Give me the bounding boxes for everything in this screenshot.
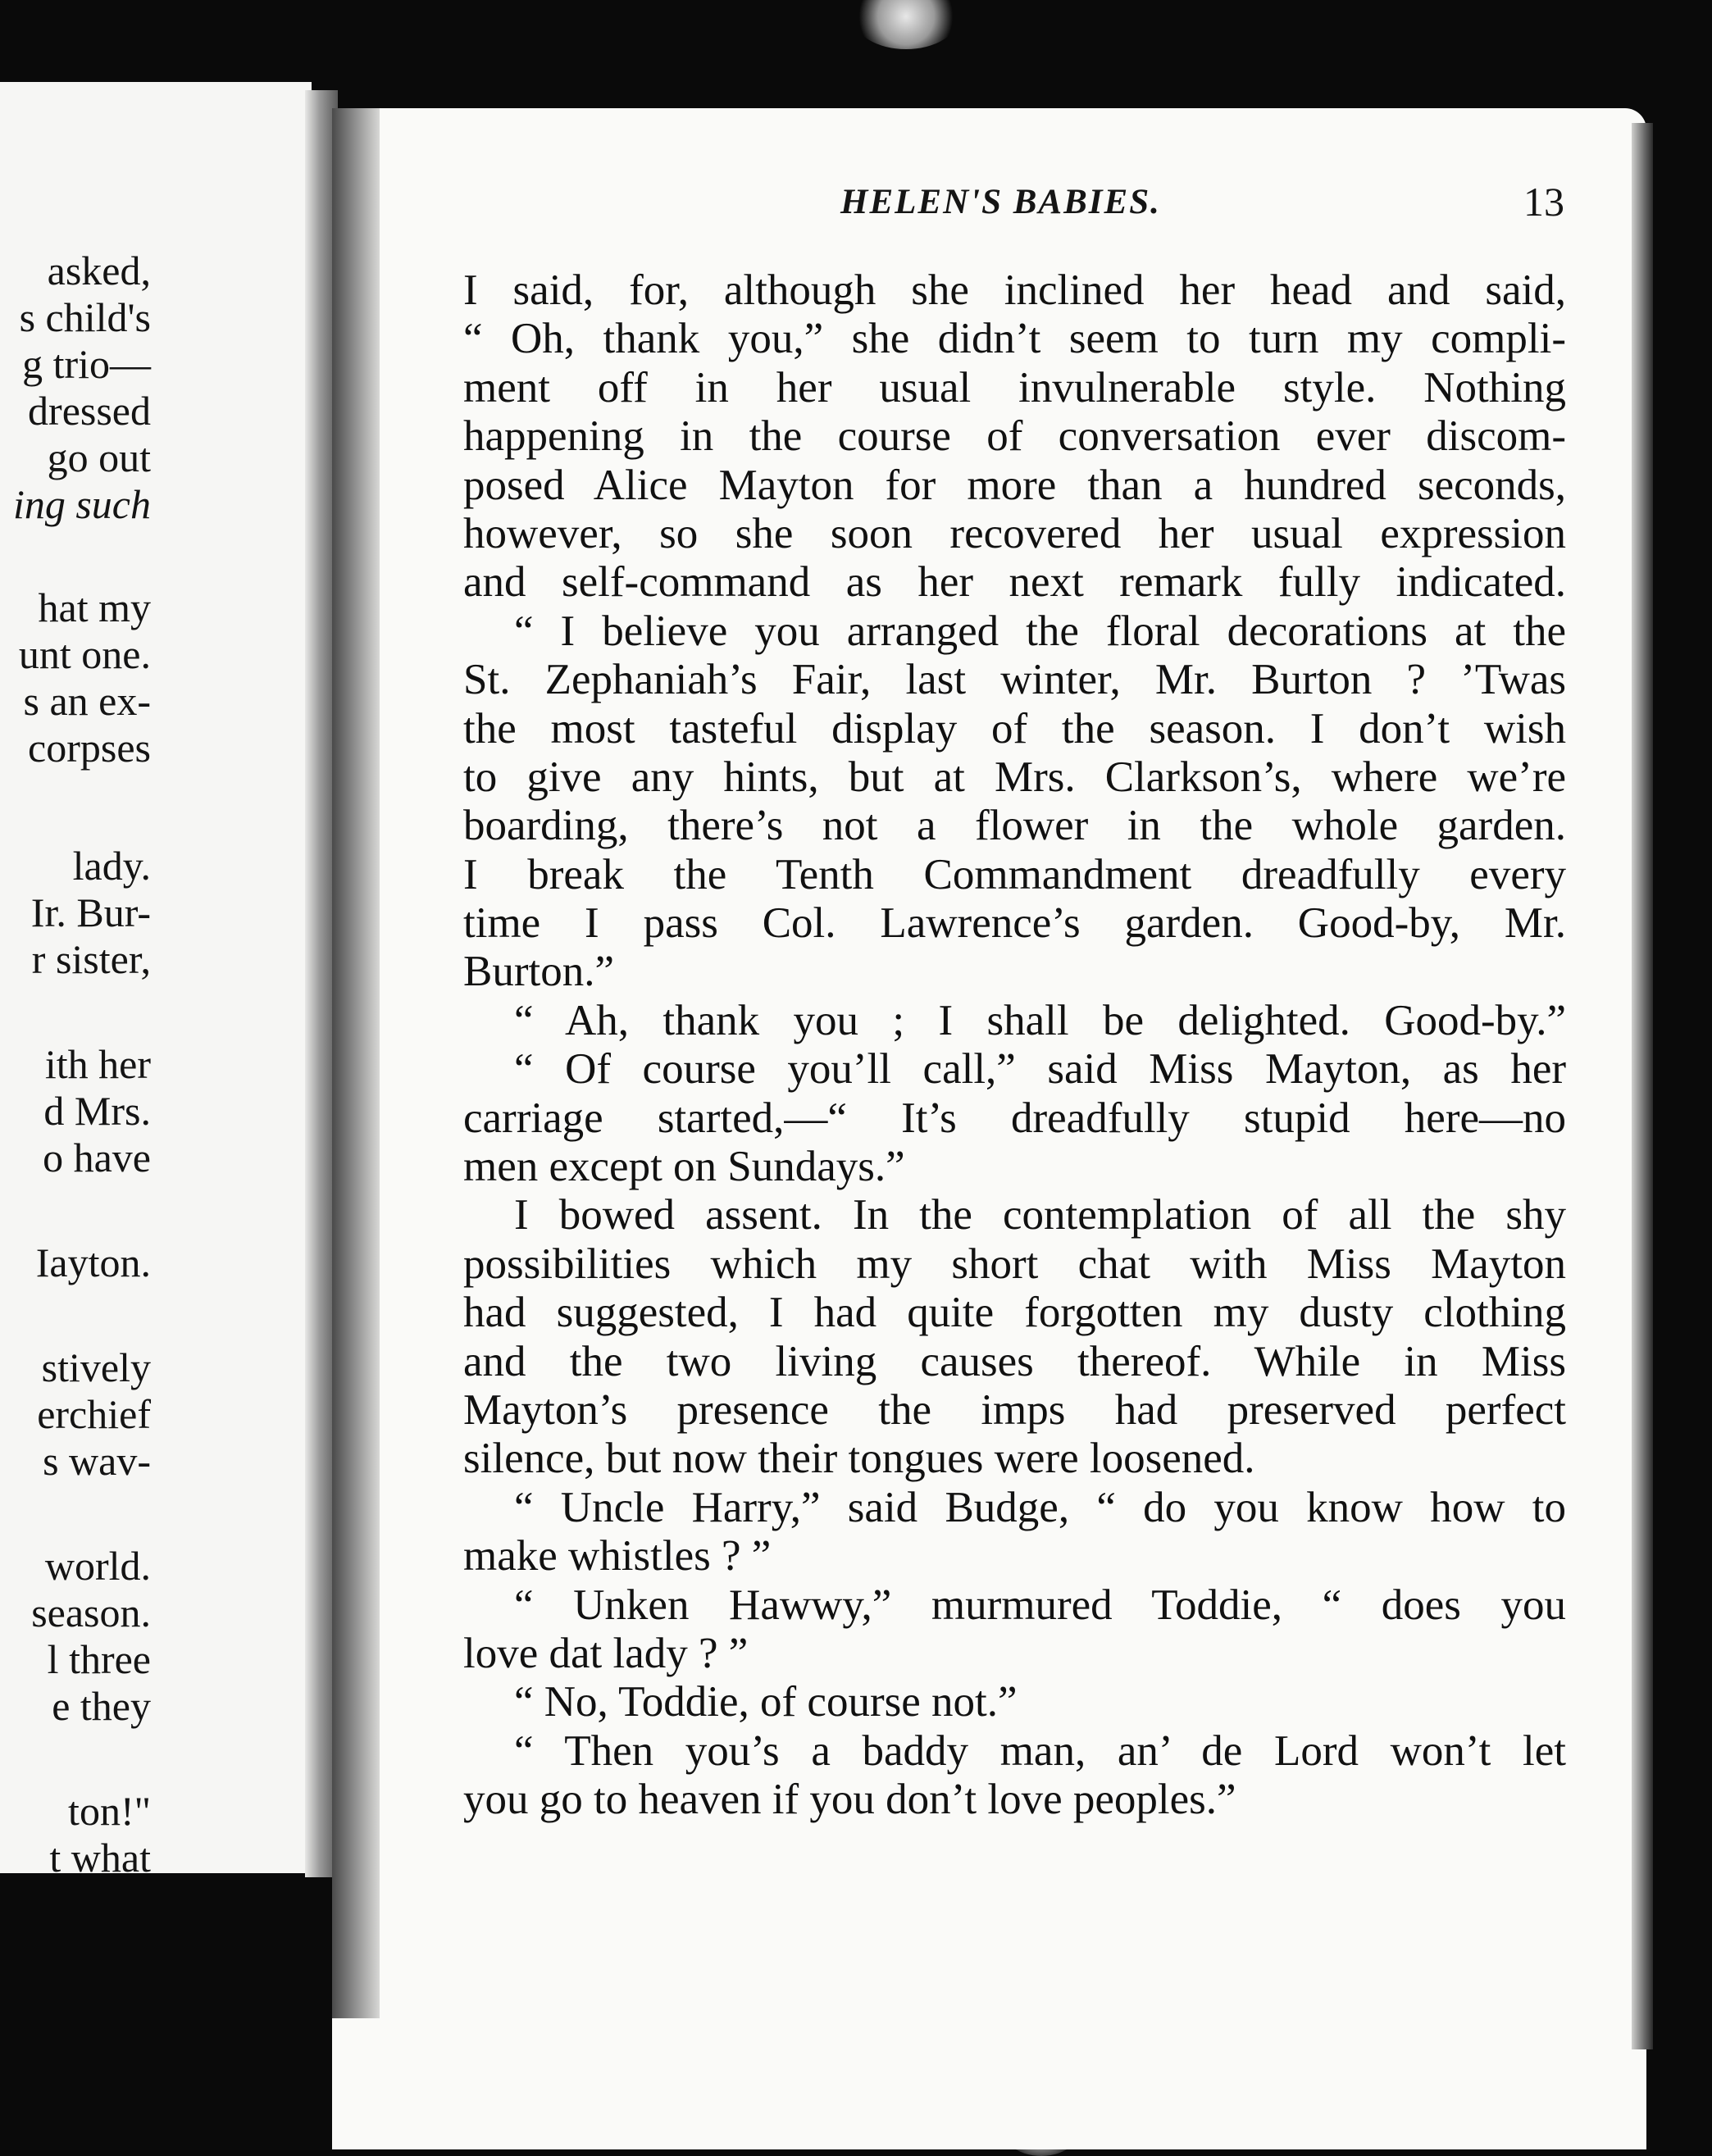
text-line: “ No, Toddie, of course not.” bbox=[514, 1678, 1018, 1726]
left-page-line: Ir. Bur- bbox=[30, 889, 151, 935]
text-line: boarding, there’s not a flower in the whole garden. bbox=[463, 802, 1566, 850]
text-line: you go to heaven if you don’t love peoples.” bbox=[463, 1776, 1236, 1824]
text-line: “ Ah, thank you ; I shall be delighted. Good-by.” bbox=[514, 996, 1566, 1044]
text-line: however, so she soon recovered her usual expression bbox=[463, 509, 1566, 557]
text-line: carriage started,—“ It’s dreadfully stupid here—no bbox=[463, 1094, 1566, 1142]
text-line: “ Uncle Harry,” said Budge, “ do you know how to bbox=[514, 1483, 1566, 1531]
right-gutter-shadow bbox=[332, 108, 380, 2018]
left-page-line: s an ex- bbox=[23, 678, 151, 724]
text-line: ment off in her usual invulnerable style. Nothing bbox=[463, 363, 1566, 412]
running-head: HELEN'S BABIES. bbox=[840, 183, 1161, 221]
left-page-line: r sister, bbox=[31, 936, 151, 982]
left-page-line: go out bbox=[47, 434, 151, 480]
left-page-line: s wav- bbox=[43, 1438, 151, 1484]
left-page-line: world. bbox=[44, 1543, 151, 1589]
left-page-line: corpses bbox=[28, 725, 151, 771]
text-line: to give any hints, but at Mrs. Clarkson’s, where we’re bbox=[463, 753, 1566, 801]
left-page-line: d Mrs. bbox=[43, 1088, 151, 1134]
text-line: and the two living causes thereof. While in Miss bbox=[463, 1337, 1566, 1385]
text-line: Burton.” bbox=[463, 948, 614, 996]
left-page-line: stively bbox=[41, 1344, 151, 1390]
text-line: possibilities which my short chat with Miss Mayton bbox=[463, 1239, 1566, 1288]
page-edge-shadow bbox=[1632, 123, 1653, 2049]
text-line: the most tasteful display of the season. I don’t wish bbox=[463, 704, 1566, 753]
left-page-line: ing such bbox=[12, 481, 151, 527]
left-page-line: erchief bbox=[37, 1391, 151, 1437]
text-line: St. Zephaniah’s Fair, last winter, Mr. Burton ? ’Twas bbox=[463, 656, 1566, 704]
left-facing-page bbox=[0, 82, 312, 1873]
left-page-line: t what bbox=[49, 1835, 151, 1873]
text-line: “ Oh, thank you,” she didn’t seem to turn my compli- bbox=[463, 315, 1566, 363]
text-line: make whistles ? ” bbox=[463, 1532, 772, 1581]
text-line: “ I believe you arranged the floral decorations at the bbox=[514, 607, 1566, 655]
left-page-line: lady. bbox=[72, 843, 151, 889]
text-line: Mayton’s presence the imps had preserved perfect bbox=[463, 1385, 1566, 1434]
text-line: time I pass Col. Lawrence’s garden. Good-by, Mr. bbox=[463, 899, 1566, 948]
left-page-line: dressed bbox=[28, 388, 151, 434]
text-line: I bowed assent. In the contemplation of all the shy bbox=[514, 1191, 1566, 1239]
text-line: “ Of course you’ll call,” said Miss Mayton, as her bbox=[514, 1045, 1566, 1094]
text-line: I said, for, although she inclined her head and said, bbox=[463, 266, 1566, 314]
left-page-line: ith her bbox=[44, 1041, 151, 1087]
text-line: love dat lady ? ” bbox=[463, 1629, 749, 1677]
scan-blot-top bbox=[853, 0, 959, 49]
text-line: I break the Tenth Commandment dreadfully every bbox=[463, 850, 1566, 898]
text-line: and self-command as her next remark fully indicated. bbox=[463, 558, 1566, 607]
left-page-line: season. bbox=[31, 1590, 151, 1635]
text-line: “ Then you’s a baddy man, an’ de Lord won’t let bbox=[514, 1726, 1566, 1775]
body-text bbox=[463, 266, 1566, 1825]
left-page-line: ton!" bbox=[68, 1788, 151, 1834]
left-page-line: asked, bbox=[47, 248, 151, 293]
left-page-line: g trio— bbox=[22, 341, 151, 387]
left-page-line: s child's bbox=[19, 294, 151, 340]
page-number: 13 bbox=[1523, 179, 1564, 225]
left-page-line: o have bbox=[43, 1135, 151, 1180]
text-line: men except on Sundays.” bbox=[463, 1143, 905, 1191]
text-line: had suggested, I had quite forgotten my dusty clothing bbox=[463, 1289, 1566, 1337]
left-page-line: unt one. bbox=[18, 631, 151, 677]
left-page-line: Iayton. bbox=[35, 1239, 151, 1285]
text-line: silence, but now their tongues were loosened. bbox=[463, 1435, 1255, 1483]
text-line: “ Unken Hawwy,” murmured Toddie, “ does you bbox=[514, 1581, 1566, 1629]
left-page-line: hat my bbox=[38, 584, 151, 630]
text-line: posed Alice Mayton for more than a hundred seconds, bbox=[463, 461, 1566, 509]
left-page-line: e they bbox=[52, 1683, 151, 1729]
text-line: happening in the course of conversation ever discom- bbox=[463, 412, 1566, 461]
left-page-line: l three bbox=[47, 1636, 151, 1682]
